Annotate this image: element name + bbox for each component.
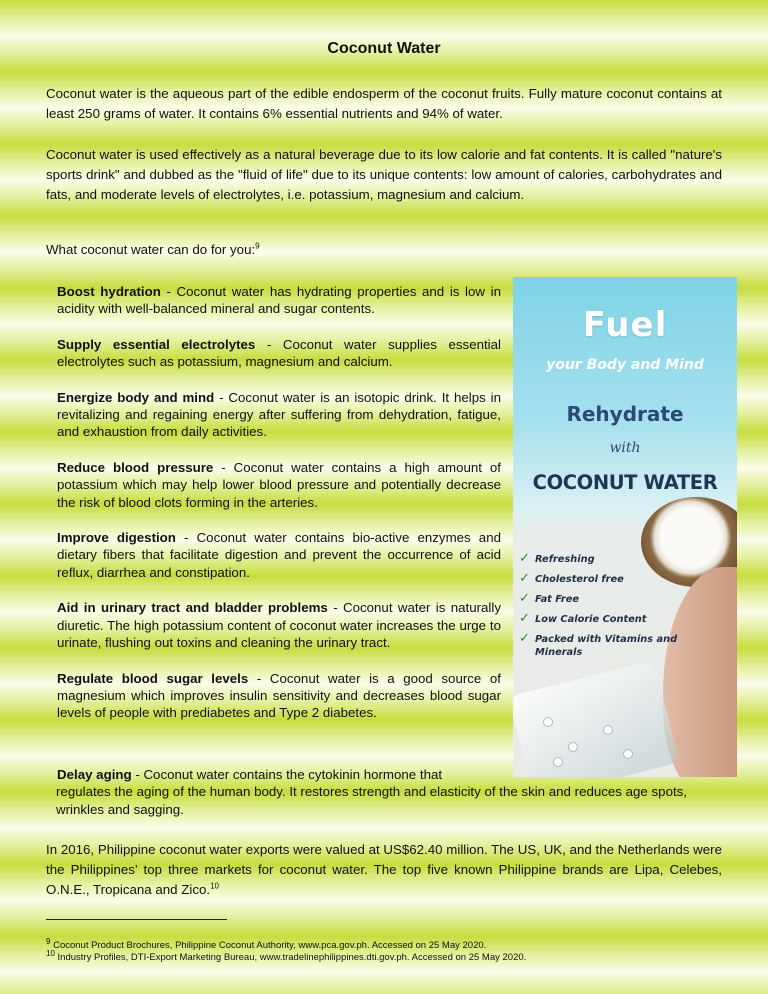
footnote-ref-10: 10 bbox=[210, 881, 219, 891]
poster-coconut-water-heading: COCONUT WATER bbox=[532, 471, 718, 494]
bubble-decoration bbox=[603, 725, 613, 735]
poster-rehydrate-heading: Rehydrate bbox=[566, 402, 684, 426]
benefit-item: Improve digestion - Coconut water contains bio-active enzymes and dietary fibers that facilitate digestion and prevent the occurrence of acid reflux, diarrhea and constipation. bbox=[57, 530, 501, 580]
benefit-item-delay-aging: Delay aging - Coconut water contains the cytokinin hormone that regulates the aging of the human body. It restores strength and elasticity of the skin and reduces age spots, wrinkles and sagging. bbox=[56, 767, 687, 817]
poster-fuel-heading: Fuel bbox=[582, 305, 668, 345]
benefit-item: Energize body and mind - Coconut water is an isotopic drink. It helps in revitalizing and regaining energy after suffering from dehydration, fatigue, and exhaustion from daily activities. bbox=[57, 389, 502, 440]
poster-with-text: with bbox=[609, 440, 641, 456]
poster-checklist bbox=[519, 553, 679, 666]
bubble-decoration bbox=[623, 749, 633, 759]
benefit-item: Aid in urinary tract and bladder problems - Coconut water is naturally diuretic. The high potassium content of coconut water increases the urge to urinate, flushing out toxins and cleaning the urinary tract. bbox=[57, 600, 501, 651]
intro-paragraph: Coconut water is the aqueous part of the edible endosperm of the coconut fruits. Fully mature coconut contains at least 250 grams of water. It contains 6% essential nutrients and 94% of water. bbox=[46, 86, 722, 121]
page-title: Coconut Water bbox=[327, 40, 441, 57]
checkmark-icon: ✓ bbox=[519, 591, 530, 606]
bubble-decoration bbox=[553, 757, 563, 767]
benefit-item: Supply essential electrolytes - Coconut water supplies essential electrolytes such as potassium, magnesium and calcium. bbox=[57, 336, 501, 370]
checkmark-icon: ✓ bbox=[519, 571, 530, 586]
coconut-water-poster bbox=[513, 277, 737, 777]
water-glass-image bbox=[513, 660, 679, 777]
checklist-item: ✓ Low Calorie Content bbox=[519, 611, 647, 626]
benefit-item: Boost hydration - Coconut water has hydrating properties and is low in acidity with well-balanced mineral and sugar contents. bbox=[57, 284, 501, 317]
checkmark-icon: ✓ bbox=[519, 631, 530, 646]
footnote-divider bbox=[46, 919, 227, 920]
checkmark-icon: ✓ bbox=[519, 611, 530, 626]
footnote-item: $^{10}$ Industry Profiles, DTI-Export Marketing Bureau, www.tradelinephilippines.dti.gov.ph. Accessed on 25 May 2020. bbox=[46, 948, 527, 963]
usage-paragraph: Coconut water is used effectively as a natural beverage due to its low calorie and fat contents. It is called "nature's sports drink" and dubbed as the "fluid of life" due to its unique contents: low amount of calories, carbohydrates and fats, and moderate levels of electrolytes, i.e. potassium, magnesium and calcium. bbox=[46, 147, 722, 202]
checklist-item: ✓ Packed with Vitamins and Minerals bbox=[519, 631, 678, 658]
benefit-item: Regulate blood sugar levels - Coconut water is a good source of magnesium which improves insulin sensitivity and decreases blood sugar levels of people with prediabetes and Type 2 diabetes. bbox=[57, 670, 501, 721]
poster-subheading: your Body and Mind bbox=[546, 357, 704, 373]
footnote-item: $^9$ Coconut Product Brochures, Philippine Coconut Authority, www.pca.gov.ph. Accessed on 25 May 2020. bbox=[46, 936, 487, 951]
checkmark-icon: ✓ bbox=[519, 551, 530, 566]
footnotes bbox=[46, 936, 736, 964]
benefits-intro: What coconut water can do for you:$^9$ bbox=[46, 241, 260, 257]
checklist-item: ✓ Refreshing bbox=[519, 551, 595, 566]
footnote-ref-9: 9 bbox=[255, 241, 260, 251]
benefit-item: Reduce blood pressure - Coconut water contains a high amount of potassium which may help lower blood pressure and potentially decrease the risk of blood clots forming in the arteries. bbox=[57, 459, 502, 510]
exports-paragraph: In 2016, Philippine coconut water exports were valued at US$62.40 million. The US, UK, and the Netherlands were the Philippines’ top three markets for coconut water. The top five known Philippine brands are Lipa, Celebes, O.N.E., Tropicana and Zico.$^{10}$ bbox=[46, 842, 722, 897]
benefits-list bbox=[57, 283, 501, 740]
bubble-decoration bbox=[543, 717, 553, 727]
bubble-decoration bbox=[568, 742, 578, 752]
checklist-item: ✓ Cholesterol free bbox=[519, 571, 624, 586]
checklist-item: ✓ Fat Free bbox=[519, 591, 580, 606]
